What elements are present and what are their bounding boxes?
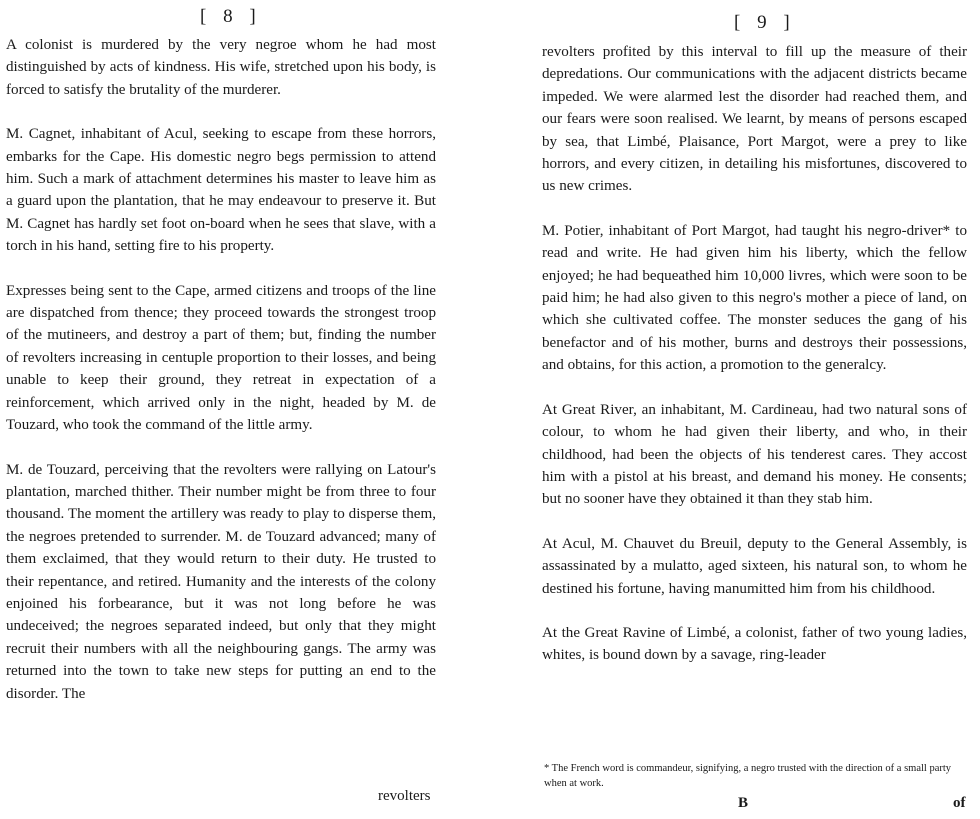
footnote: * The French word is commandeur, signifying, a negro trusted with the direction of a small party when at work. bbox=[544, 763, 952, 789]
paragraph-potier: M. Potier, inhabitant of Port Margot, had taught his negro-driver* to read and write. He had given him his liberty, which the fellow enjoyed; he had bequeathed him 10,000 livres, which were soon to be paid him; he had also given to this negro's mother a piece of land, on which she cultivated coffee. The monster seduces the gang of his benefactor and of his mother, burns and destroys their possessions, and obtains, for this action, a promotion to the generalcy. bbox=[542, 222, 967, 374]
catchword-left: revolters bbox=[378, 788, 431, 804]
right-page bbox=[490, 0, 980, 819]
paragraph-great-ravine: At the Great Ravine of Limbé, a colonist, father of two young ladies, whites, is bound down by a savage, ring-leader bbox=[542, 624, 967, 664]
paragraph-acul: At Acul, M. Chauvet du Breuil, deputy to the General Assembly, is assassinated by a mulatto, aged sixteen, his natural son, to whom he destined his fortune, having manumitted him from his childhood. bbox=[542, 535, 967, 597]
page-number-left: [ 8 ] bbox=[200, 6, 262, 27]
paragraph-expresses-text: Expresses being sent to the Cape, armed citizens and troops of the line are dispatched from thence; they proceed towards the strongest troop of the mutineers, and destroy a part of them; but, finding the number of revolters increasing in centuple proportion to their losses, and being unable to keep their ground, they retreat in expectation of a reinforcement, which arrived only in the night, headed by M. de Touzard, who took the command of the little army. bbox=[6, 282, 436, 434]
paragraph-colonist-murdered: A colonist is murdered by the very negroe whom he had most distinguished by acts of kindness. His wife, stretched upon his body, is forced to satisfy the brutality of the murderer. bbox=[6, 37, 436, 98]
signature-mark: B bbox=[738, 795, 749, 811]
paragraph-great-river: At Great River, an inhabitant, M. Cardineau, had two natural sons of colour, to whom he had given their liberty, and who, in their childhood, had been the objects of his tenderest cares. They accost him with a pistol at his breast, and demand his money. He consents; but no sooner have they obtained it than they stab him. bbox=[542, 401, 967, 508]
right-text-column bbox=[542, 41, 967, 667]
paragraph-cagnet: M. Cagnet, inhabitant of Acul, seeking to escape from these horrors, embarks for the Cape. His domestic negro begs permission to attend him. Such a mark of attachment determines his master to leave him as a guard upon the plantation, that he may endeavour to preserve it. But M. Cagnet has hardly set foot on-board when he sees that slave, with a torch in his hand, setting fire to his property. bbox=[6, 126, 436, 255]
paragraph-touzard: M. de Touzard, perceiving that the revolters were rallying on Latour's plantation, marched thither. Their number might be from three to four thousand. The moment the artillery was ready to play to disperse them, the negroes pretended to surrender. M. de Touzard advanced; many of them exclaimed, that they would return to their duty. He trusted to their repentance, and retired. Humanity and the interests of the colony enjoined his forbearance, but it was not long before he was undeceived; the negroes separated indeed, but only that they might recruit their numbers with all the neighbouring gangs. The army was returned into the town to take new steps for putting an end to the disorder. The bbox=[6, 461, 436, 702]
page-number-right: [ 9 ] bbox=[734, 12, 796, 33]
catchword-right: of bbox=[953, 795, 966, 811]
paragraph-expresses bbox=[6, 280, 436, 437]
left-text-column bbox=[6, 34, 436, 705]
paragraph-revolters-profited: revolters profited by this interval to fill up the measure of their depredations. Our communications with the adjacent districts became impeded. We were alarmed lest the disorder had reached them, and our fears were soon realised. We learnt, by means of persons escaped by sea, that Limbé, Plaisance, Port Margot, were a prey to like horrors, and every citizen, in detailing his misfortunes, discovered to us new crimes. bbox=[542, 44, 967, 195]
